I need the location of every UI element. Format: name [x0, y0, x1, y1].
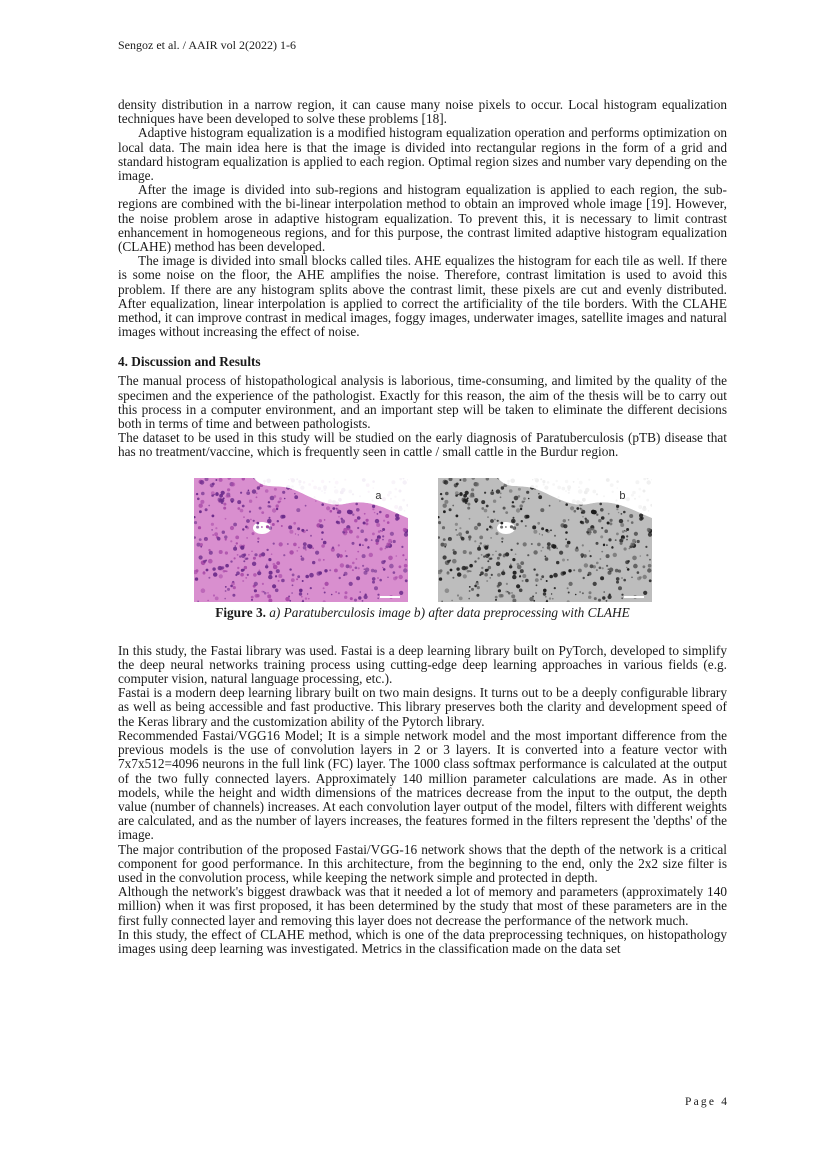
paragraph: In this study, the Fastai library was used. Fastai is a deep learning library built on PyTorch, developed to simplify the deep neural networks training process using cutting-edge deep learning approaches in various fields (e.g. computer vision, natural language processing, etc.).: [118, 642, 727, 687]
paragraph: Fastai is a modern deep learning library built on two main designs. It turns out to be a deeply configurable library as well as being accessible and fast productive. This library preserves both the clarity and development speed of the Keras library and the customization ability of the Pytorch library.: [118, 685, 727, 729]
page-number: Page 4: [685, 1096, 730, 1108]
paragraph: The manual process of histopathological analysis is laborious, time-consuming, and limited by the quality of the specimen and the experience of the pathologist. Exactly for this reason, the aim of the thesis will be to carry out this process in a computer environment, and an important step will be taken to eliminate the different decisions both in terms of time and between pathologists.: [118, 373, 727, 432]
paragraph: Although the network's biggest drawback was that it needed a lot of memory and parameters (approximately 140 million) when it was first proposed, it has been determined by the study that most of these parameters are in the first fully connected layer and removing this layer does not decrease the performance of the network much.: [118, 884, 727, 928]
paragraph: density distribution in a narrow region, it can cause many noise pixels to occur. Local histogram equalization techniques have been developed to solve these problems [18].: [118, 97, 727, 127]
histology-image-a: [194, 478, 408, 602]
article-body: [118, 98, 727, 956]
running-header: Sengoz et al. / AAIR vol 2(2022) 1-6: [118, 38, 296, 52]
paragraph: Recommended Fastai/VGG16 Model; It is a simple network model and the most important difference from the previous models is the use of convolution layers in 2 or 3 layers. It is converted into a feature vector with 7x7x512=4096 neurons in the full link (FC) layer. The 1000 class softmax performance is calculated at the output of the two fully connected layers. Approximately 140 million parameter calculations are made. As in other models, while the height and width dimensions of the matrices decrease from the input to the output, the depth value (number of channels) increases. At each convolution layer output of the model, filters with different weights are calculated, and as the number of layers increases, the features formed in the filters represent the 'depths' of the image.: [118, 727, 727, 843]
paragraph: The image is divided into small blocks called tiles. AHE equalizes the histogram for each tile as well. If there is some noise on the floor, the AHE amplifies the noise. Therefore, contrast limitation is used to avoid this problem. If there are any histogram splits above the contrast limit, these pixels are cut and evenly distributed. After equalization, linear interpolation is applied to correct the artificiality of the tile borders. With the CLAHE method, it can improve contrast in medical images, foggy images, underwater images, satellite images and natural images without increasing the effect of noise.: [118, 253, 727, 340]
paragraph: In this study, the effect of CLAHE method, which is one of the data preprocessing techniques, on histopathology images using deep learning was investigated. Metrics in the classification made on the data set: [118, 926, 727, 956]
paragraph: The dataset to be used in this study will be studied on the early diagnosis of Paratuberculosis (pTB) disease that has no treatment/vaccine, which is frequently seen in cattle / small cattle in the Burdur region.: [118, 430, 727, 460]
histology-image-b: [438, 478, 652, 602]
figure-caption: [118, 606, 727, 620]
figure-panel-label-a: a: [375, 489, 382, 502]
figure-panel-label-b: b: [619, 489, 626, 502]
figure-caption-label: Figure 3.: [215, 604, 266, 620]
paragraph: After the image is divided into sub-regions and histogram equalization is applied to each region, the sub-regions are combined with the bi-linear interpolation method to obtain an improved whole image [19]. However, the noise problem arose in adaptive histogram equalization. To prevent this, it is necessary to limit contrast enhancement in homogeneous regions, and for this purpose, the contrast limited adaptive histogram equalization (CLAHE) method has been developed.: [118, 182, 727, 255]
figure-3: [118, 478, 727, 602]
paragraph: Adaptive histogram equalization is a modified histogram equalization operation and performs optimization on local data. The main idea here is that the image is divided into rectangular regions in the form of a grid and standard histogram equalization is applied to each region. Optimal region sizes and number vary depending on the image.: [118, 125, 727, 184]
section-heading: 4. Discussion and Results: [118, 354, 261, 370]
paragraph: The major contribution of the proposed Fastai/VGG-16 network shows that the depth of the network is a critical component for good performance. In this architecture, from the beginning to the end, only the 2x2 size filter is used in the convolution process, while keeping the network simple and protected in depth.: [118, 841, 727, 885]
figure-caption-text: a) Paratuberculosis image b) after data preprocessing with CLAHE: [269, 604, 630, 620]
